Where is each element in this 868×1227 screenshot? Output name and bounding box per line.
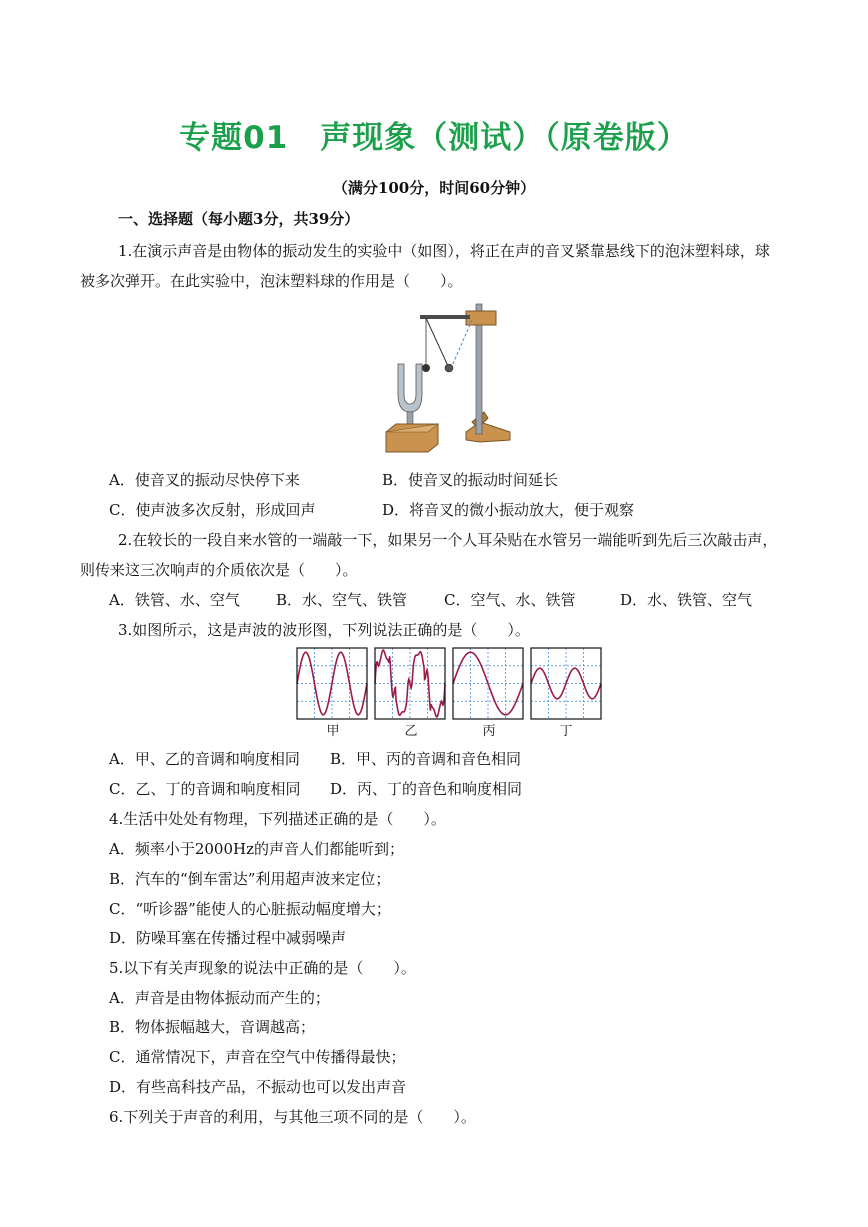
stand-base	[466, 412, 510, 442]
question-3-option-b: B．甲、丙的音调和音色相同	[330, 750, 522, 768]
question-2-text-line-2: 则传来这三次响声的介质依次是（ ）。	[80, 561, 358, 579]
question-5-option-a: A．声音是由物体振动而产生的；	[109, 989, 330, 1007]
waveform-panel-ding	[531, 648, 601, 719]
waveform-figure	[296, 647, 604, 721]
question-1-text-line-2: 被多次弹开。在此实验中，泡沫塑料球的作用是（ ）。	[80, 272, 463, 290]
question-6-text: 6.下列关于声音的利用，与其他三项不同的是（ ）。	[109, 1108, 476, 1126]
wave-label-bing: 丙	[482, 724, 496, 739]
question-4-option-b: B．汽车的“倒车雷达”利用超声波来定位；	[109, 870, 391, 888]
question-2-option-b: B．水、空气、铁管	[276, 591, 408, 609]
question-1-text-line-1: 1.在演示声音是由物体的振动发生的实验中（如图），将正在声的音叉紧靠悬线下的泡沫塑料球，球	[118, 242, 770, 260]
question-1-option-b: B．使音叉的振动时间延长	[382, 471, 559, 489]
wave-label-jia: 甲	[326, 724, 340, 739]
question-1-option-a: A．使音叉的振动尽快停下来	[109, 471, 300, 489]
clamp-block	[466, 311, 496, 325]
waveform-panel-bing	[453, 648, 523, 719]
question-2-option-c: C．空气、水、铁管	[444, 591, 576, 609]
question-3-text: 3.如图所示，这是声波的波形图，下列说法正确的是（ ）。	[118, 621, 530, 639]
question-2-text-line-1: 2.在较长的一段自来水管的一端敲一下，如果另一个人耳朵贴在水管另一端能听到先后三次敲击声，	[118, 531, 778, 549]
wave-label-ding: 丁	[559, 724, 573, 739]
question-5-text: 5.以下有关声现象的说法中正确的是（ ）。	[109, 959, 416, 977]
suspension-thread	[426, 318, 448, 366]
question-1-option-d: D．将音叉的微小振动放大，便于观察	[382, 501, 635, 519]
page-title: 专题01 声现象（测试）（原卷版）	[179, 120, 689, 156]
foam-ball	[422, 364, 430, 372]
question-3-option-d: D．丙、丁的音色和响度相同	[330, 780, 523, 798]
question-4-option-c: C．“听诊器”能使人的心脏振动幅度增大；	[109, 900, 391, 918]
question-5-option-d: D．有些高科技产品，不振动也可以发出声音	[109, 1078, 407, 1096]
question-5-option-b: B．物体振幅越大，音调越高；	[109, 1018, 316, 1036]
tuning-fork	[398, 364, 422, 430]
question-2-option-d: D．水、铁管、空气	[620, 591, 753, 609]
question-5-option-c: C．通常情况下，声音在空气中传播得最快；	[109, 1048, 406, 1066]
waveform-panel-yi	[375, 648, 445, 719]
question-4-option-a: A．频率小于2000Hz的声音人们都能听到；	[109, 840, 404, 858]
waveform-panel-jia	[297, 648, 367, 719]
section-heading: 一、选择题（每小题3分，共39分）	[118, 210, 360, 228]
question-3-option-c: C．乙、丁的音调和响度相同	[109, 780, 301, 798]
question-3-option-a: A．甲、乙的音调和响度相同	[109, 750, 300, 768]
tuning-fork-apparatus-figure	[380, 294, 516, 458]
horizontal-arm	[420, 315, 470, 319]
question-4-text: 4.生活中处处有物理，下列描述正确的是（ ）。	[109, 810, 446, 828]
exam-info: （满分100分，时间60分钟）	[332, 179, 536, 197]
question-4-option-d: D．防噪耳塞在传播过程中减弱噪声	[109, 929, 347, 947]
question-1-option-c: C．使声波多次反射，形成回声	[109, 501, 316, 519]
wave-label-yi: 乙	[404, 724, 418, 739]
question-2-option-a: A．铁管、水、空气	[109, 591, 240, 609]
